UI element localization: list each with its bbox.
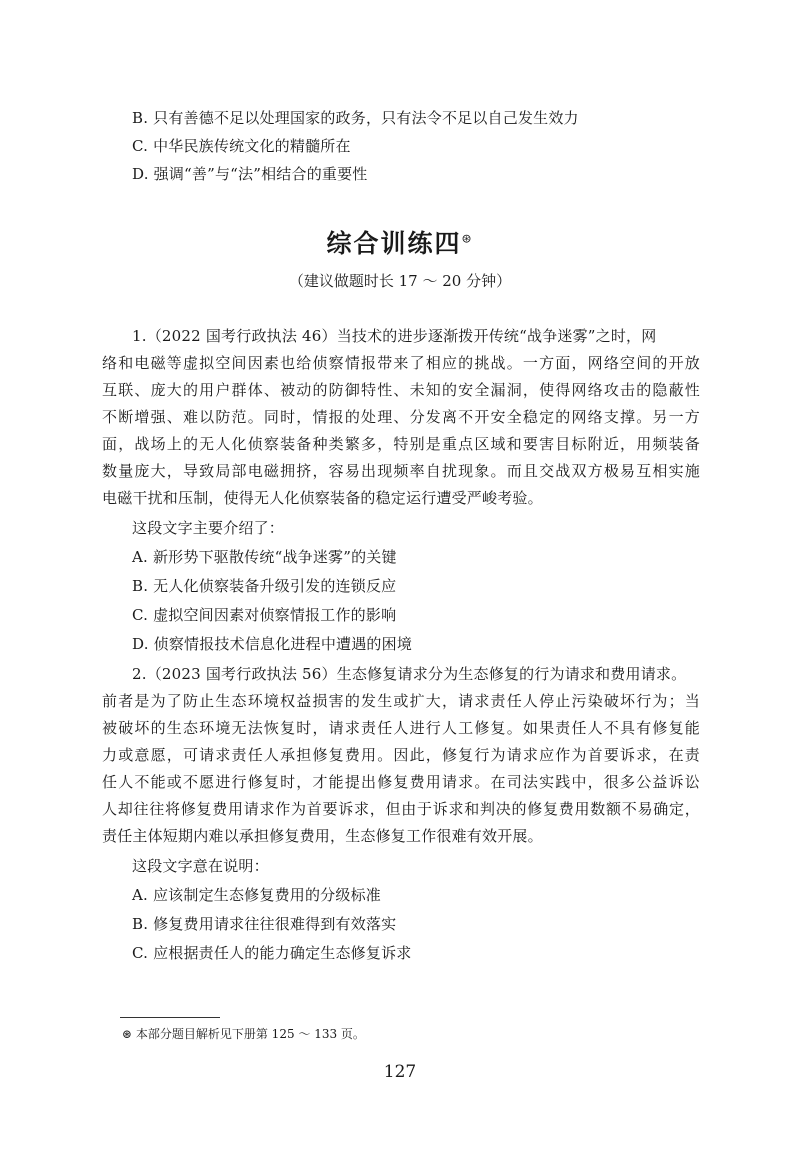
q1-option-d: D. 侦察情报技术信息化进程中遭遇的困境 xyxy=(132,635,413,653)
q1-prompt: 这段文字主要介绍了： xyxy=(132,519,285,537)
q1-line: 面，战场上的无人化侦察装备种类繁多，特别是重点区域和要害目标附近，用频装备 xyxy=(102,435,700,453)
q2-line: 2.（2023 国考行政执法 56）生态修复请求分为生态修复的行为请求和费用请求。 xyxy=(132,665,687,683)
section-title xyxy=(0,224,800,260)
q1-line: 络和电磁等虚拟空间因素也给侦察情报带来了相应的挑战。一方面，网络空间的开放 xyxy=(102,354,700,372)
q1-line: 电磁干扰和压制，使得无人化侦察装备的稳定运行遭受严峻考验。 xyxy=(102,489,543,507)
q1-line: 互联、庞大的用户群体、被动的防御特性、未知的安全漏洞，使得网络攻击的隐蔽性 xyxy=(102,381,700,399)
q2-line: 力或意愿，可请求责任人承担修复费用。因此，修复行为请求应作为首要诉求，在责 xyxy=(102,746,700,764)
page-number: 127 xyxy=(383,1062,417,1082)
q2-prompt: 这段文字意在说明： xyxy=(132,857,269,875)
q2-line: 责任主体短期内难以承担修复费用，生态修复工作很难有效开展。 xyxy=(102,827,543,845)
section-title-text: 综合训练四 xyxy=(326,229,462,258)
q1-line: 不断增强、难以防范。同时，情报的处理、分发离不开安全稳定的网络支撑。另一方 xyxy=(102,408,700,426)
q1-option-a: A. 新形势下驱散传统“战争迷雾”的关键 xyxy=(132,548,397,566)
q2-line: 被破坏的生态环境无法恢复时，请求责任人进行人工修复。如果责任人不具有修复能 xyxy=(102,719,700,737)
footnote: ⊛ 本部分题目解析见下册第 125 ～ 133 页。 xyxy=(122,1027,365,1041)
q2-option-a: A. 应该制定生态修复费用的分级标准 xyxy=(132,886,381,904)
q1-line: 1.（2022 国考行政执法 46）当技术的进步逐渐拨开传统“战争迷雾”之时，网 xyxy=(132,327,657,345)
q1-option-b: B. 无人化侦察装备升级引发的连锁反应 xyxy=(132,577,397,595)
prev-option-c: C. 中华民族传统文化的精髓所在 xyxy=(132,137,351,155)
q2-line: 任人不能或不愿进行修复时，才能提出修复费用请求。在司法实践中，很多公益诉讼 xyxy=(102,773,700,791)
q2-option-c: C. 应根据责任人的能力确定生态修复诉求 xyxy=(132,944,412,962)
q2-line: 人却往往将修复费用请求作为首要诉求，但由于诉求和判决的修复费用数额不易确定， xyxy=(102,800,700,818)
footnote-mark-icon: ⊛ xyxy=(461,231,474,246)
q2-line: 前者是为了防止生态环境权益损害的发生或扩大，请求责任人停止污染破坏行为；当 xyxy=(102,692,700,710)
q1-line: 数量庞大，导致局部电磁拥挤，容易出现频率自扰现象。而且交战双方极易互相实施 xyxy=(102,462,700,480)
section-subtitle: （建议做题时长 17 ～ 20 分钟） xyxy=(288,272,512,290)
footnote-divider xyxy=(120,1017,220,1018)
q2-option-b: B. 修复费用请求往往很难得到有效落实 xyxy=(132,915,397,933)
prev-option-d: D. 强调“善”与“法”相结合的重要性 xyxy=(132,165,368,183)
prev-option-b: B. 只有善德不足以处理国家的政务，只有法令不足以自己发生效力 xyxy=(132,109,579,127)
q1-option-c: C. 虚拟空间因素对侦察情报工作的影响 xyxy=(132,606,397,624)
